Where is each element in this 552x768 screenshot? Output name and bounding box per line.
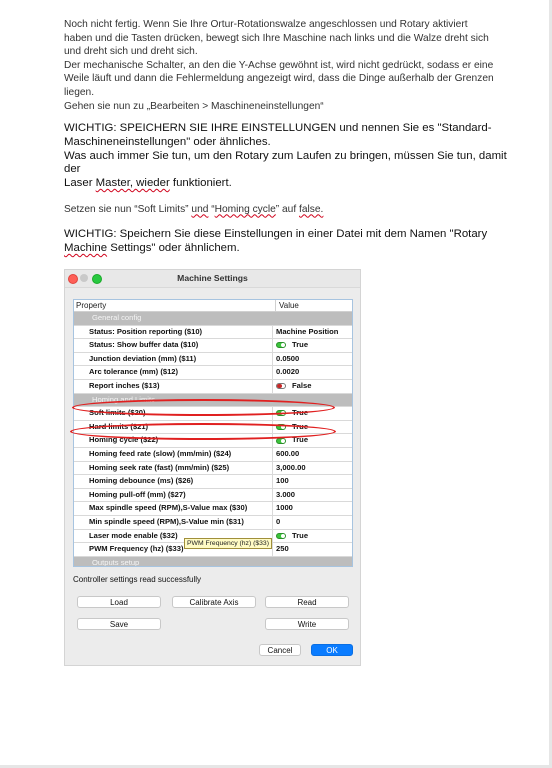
header-value[interactable]: Value <box>279 301 299 310</box>
settings-row[interactable] <box>74 326 352 340</box>
property-value[interactable] <box>273 530 308 543</box>
property-label: Homing seek rate (fast) (mm/min) ($25) <box>74 462 273 475</box>
text-line: Der mechanische Schalter, an den die Y-Achse gewöhnt ist, wird nicht gedrückt, sodass er eine <box>64 59 494 71</box>
text-line: und dreht sich und dreht sich. <box>64 46 198 58</box>
property-label: Report inches ($13) <box>74 380 273 393</box>
property-value[interactable] <box>273 462 306 475</box>
spellcheck-word: Master, wieder <box>95 176 170 189</box>
value-text: 3,000.00 <box>276 462 306 472</box>
settings-row[interactable] <box>74 462 352 476</box>
property-value[interactable] <box>273 502 293 515</box>
value-text: 100 <box>276 476 289 486</box>
settings-row[interactable] <box>74 489 352 503</box>
property-label: Min spindle speed (RPM),S-Value min ($31) <box>74 516 273 529</box>
machine-settings-screenshot <box>64 269 361 666</box>
value-text: 0.0500 <box>276 353 300 363</box>
value-text: True <box>292 421 309 431</box>
property-label: Homing cycle ($22) <box>74 434 273 447</box>
settings-group-row[interactable] <box>74 312 352 326</box>
important-note-1 <box>64 122 524 191</box>
spellcheck-word: und <box>191 203 209 215</box>
property-label: Hard limits ($21) <box>74 421 273 434</box>
paragraph-intro <box>64 18 524 113</box>
settings-row[interactable] <box>74 448 352 462</box>
property-label: Status: Position reporting ($10) <box>74 326 273 339</box>
text-line: WICHTIG: Speichern Sie diese Einstellungen in einer Datei mit dem Namen "Rotary <box>64 228 488 241</box>
text-line: Was auch immer Sie tun, um den Rotary zum Laufen zu bringen, müssen Sie tun, damit der <box>64 149 507 176</box>
property-value[interactable] <box>273 353 299 366</box>
value-text: 3.000 <box>276 489 296 499</box>
read-button[interactable]: Read <box>265 596 349 608</box>
spellcheck-word: false. <box>299 203 324 215</box>
property-label: Max spindle speed (RPM),S-Value max ($30) <box>74 502 273 515</box>
property-value[interactable] <box>273 543 289 556</box>
value-text: False <box>292 380 312 390</box>
document-body <box>64 18 524 256</box>
text-line: Weile läuft und dann die Fehlermeldung angezeigt wird, dass die Dinge außerhalb der Grenzen <box>64 73 494 85</box>
value-text: 250 <box>276 544 289 554</box>
property-value[interactable] <box>273 326 338 339</box>
header-property[interactable]: Property <box>74 300 276 311</box>
property-value[interactable] <box>273 366 299 379</box>
toggle-on-icon[interactable] <box>276 342 286 348</box>
ok-button[interactable]: OK <box>311 644 353 656</box>
property-label: PWM Frequency (hz) ($33) <box>74 543 273 556</box>
property-label: Laser mode enable ($32) <box>74 530 273 543</box>
group-label: Homing and Limits <box>92 394 155 404</box>
soft-limits-instruction: Setzen sie nun “Soft Limits” und “Homing cycle” auf false. <box>64 203 324 215</box>
cancel-button[interactable]: Cancel <box>259 644 301 656</box>
load-button[interactable]: Load <box>77 596 161 608</box>
property-value[interactable] <box>273 380 311 393</box>
value-text: True <box>292 408 309 418</box>
table-header <box>74 300 352 312</box>
text-line: Gehen sie nun zu „Bearbeiten > Maschineneinstellungen“ <box>64 100 324 112</box>
value-text: 600.00 <box>276 448 300 458</box>
toggle-off-icon[interactable] <box>276 383 286 389</box>
settings-row[interactable] <box>74 502 352 516</box>
property-label: Status: Show buffer data ($10) <box>74 339 273 352</box>
toggle-on-icon[interactable] <box>276 533 286 539</box>
property-label: Homing feed rate (slow) (mm/min) ($24) <box>74 448 273 461</box>
window-title: Machine Settings <box>177 273 248 283</box>
status-message: Controller settings read successfully <box>73 575 202 584</box>
settings-group-row[interactable] <box>74 557 352 567</box>
text-line: Machine Settings" oder ähnlichem. <box>64 241 240 254</box>
text-line: Noch nicht fertig. Wenn Sie Ihre Ortur-Rotationswalze angeschlossen und Rotary aktiviert <box>64 19 468 30</box>
property-label: Homing debounce (ms) ($26) <box>74 475 273 488</box>
text-line: WICHTIG: SPEICHERN SIE IHRE EINSTELLUNGEN und nennen Sie es "Standard- <box>64 122 492 135</box>
value-text: True <box>292 340 309 350</box>
text-line: Laser Master, wieder funktioniert. <box>64 176 232 189</box>
value-text: 1000 <box>276 503 293 513</box>
highlight-oval-homing-cycle <box>70 423 336 440</box>
group-label: Outputs setup <box>92 557 140 567</box>
value-text: Machine Position <box>276 326 339 336</box>
property-value[interactable] <box>273 489 295 502</box>
property-value[interactable] <box>273 448 299 461</box>
write-button[interactable]: Write <box>265 618 349 630</box>
value-text: 0.0020 <box>276 367 300 377</box>
value-text: True <box>292 530 309 540</box>
spellcheck-word: Homing cycle <box>214 203 276 215</box>
settings-row[interactable] <box>74 366 352 380</box>
spellcheck-word: Machine <box>64 241 108 254</box>
property-label: Homing pull-off (mm) ($27) <box>74 489 273 502</box>
tooltip: PWM Frequency (hz) ($33) <box>184 538 272 549</box>
value-text: True <box>292 435 309 445</box>
calibrate-axis-button[interactable]: Calibrate Axis <box>172 596 256 608</box>
group-label: General config <box>92 313 142 322</box>
value-text: 0 <box>276 516 281 526</box>
property-value[interactable] <box>273 516 280 529</box>
settings-row[interactable] <box>74 353 352 367</box>
highlight-oval-soft-limits <box>72 399 335 416</box>
important-note-2 <box>64 228 524 255</box>
settings-row[interactable] <box>74 380 352 394</box>
property-label: Junction deviation (mm) ($11) <box>74 353 273 366</box>
text-line: liegen. <box>64 86 95 98</box>
settings-row[interactable] <box>74 339 352 353</box>
text-line: haben und die Tasten drücken, bewegt sich Ihre Maschine nach links und die Walze dreht sich <box>64 32 489 44</box>
window-titlebar <box>65 270 360 288</box>
settings-row[interactable] <box>74 475 352 489</box>
property-label: Soft limits ($20) <box>74 407 273 420</box>
property-value[interactable] <box>273 475 289 488</box>
property-label: Arc tolerance (mm) ($12) <box>74 366 273 379</box>
text-line: Maschineneinstellungen" oder ähnliches. <box>64 135 271 148</box>
save-button[interactable]: Save <box>77 618 161 630</box>
settings-row[interactable] <box>74 516 352 530</box>
property-value[interactable] <box>273 339 308 352</box>
